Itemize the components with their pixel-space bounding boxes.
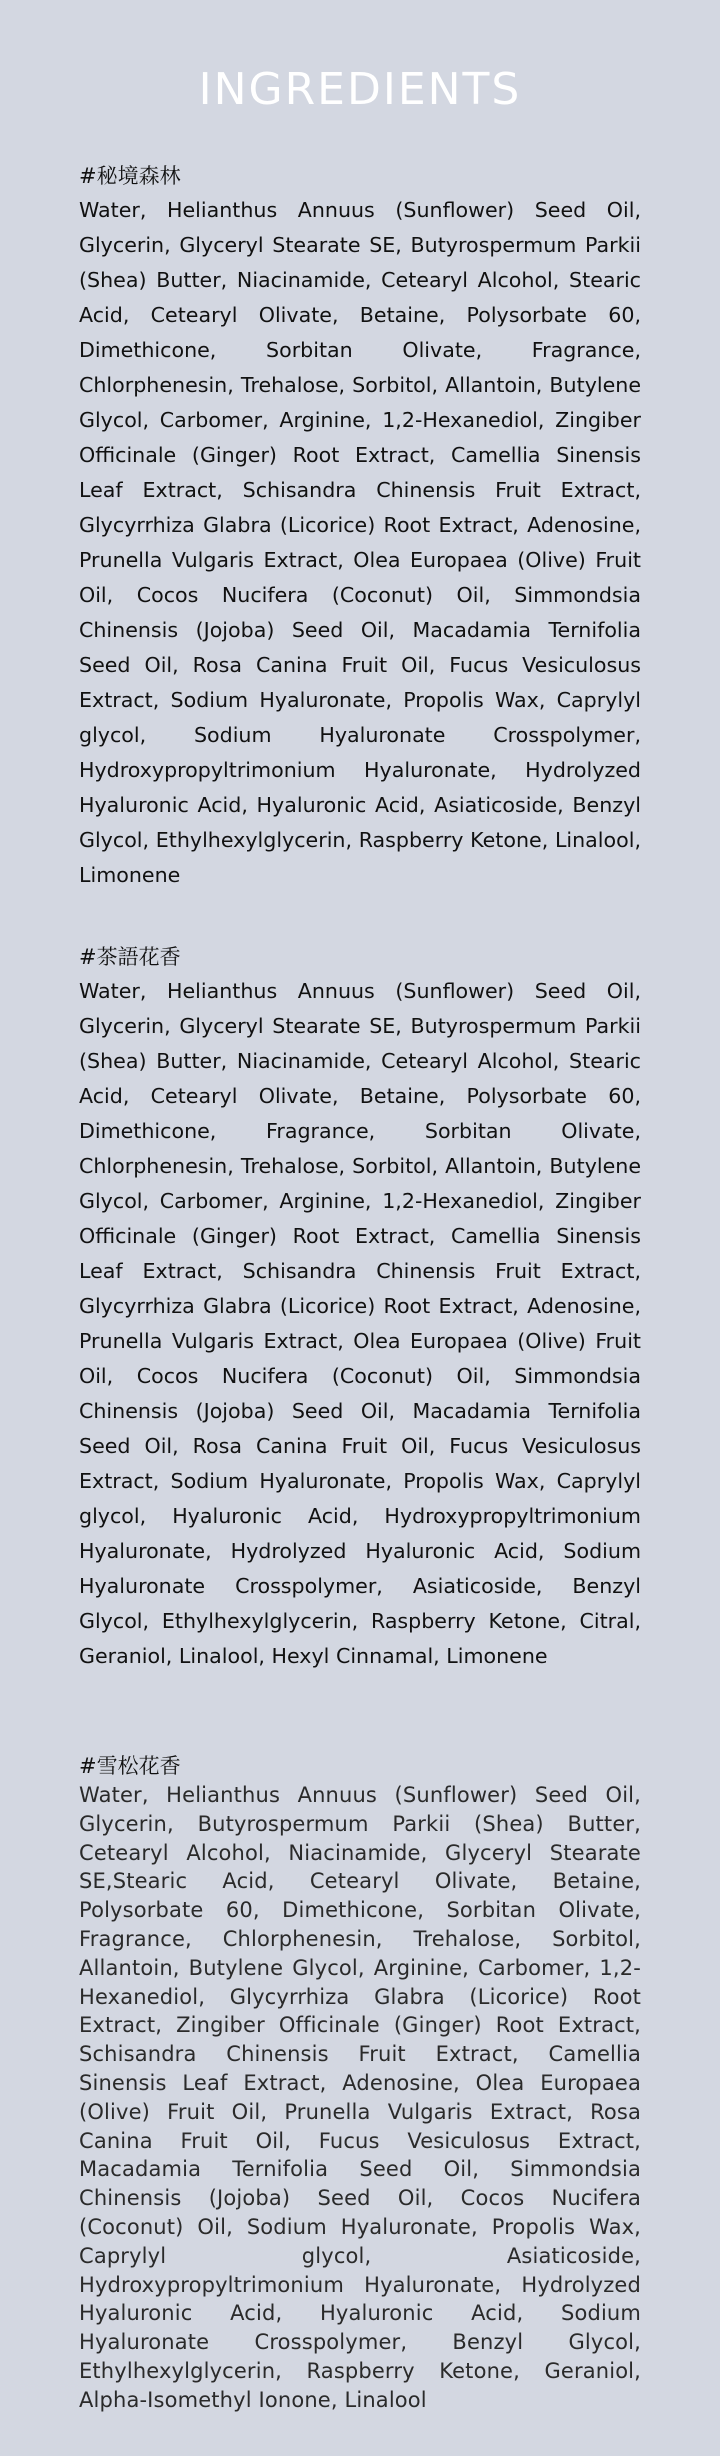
ingredient-list: Water, Helianthus Annuus (Sunflower) Seed Oil, Glycerin, Glyceryl Stearate SE, Butyrospermum Parkii (Shea) Butter, Niacinamide, Cetearyl Alcohol, Stearic Acid, Cetearyl Olivate, Betaine, Polysorbate 60, Dimethicone, Fragrance, Sorbitan Olivate, Chlorphenesin, Trehalose, Sorbitol, Allantoin, Butylene Glycol, Carbomer, Arginine, 1,2-Hexanediol, Zingiber Officinale (Ginger) Root Extract, Camellia Sinensis Leaf Extract, Schisandra Chinensis Fruit Extract, Glycyrrhiza Glabra (Licorice) Root Extract, Adenosine, Prunella Vulgaris Extract, Olea Europaea (Olive) Fruit Oil, Cocos Nucifera (Coconut) Oil, Simmondsia Chinensis (Jojoba) Seed Oil, Macadamia Ternifolia Seed Oil, Rosa Canina Fruit Oil, Fucus Vesiculosus Extract, Sodium Hyaluronate, Propolis Wax, Caprylyl glycol, Hyaluronic Acid, Hydroxypropyltrimonium Hyaluronate, Hydrolyzed Hyaluronic Acid, Sodium Hyaluronate Crosspolymer, Asiaticoside, Benzyl Glycol, Ethylhexylglycerin, Raspberry Ketone, Citral, Geraniol, Linalool, Hexyl Cinnamal, Limonene — [79, 979, 641, 1668]
page-title: INGREDIENTS — [198, 64, 522, 115]
ingredient-section-3 — [79, 1751, 641, 2415]
ingredient-list: Water, Helianthus Annuus (Sunflower) Seed Oil, Glycerin, Butyrospermum Parkii (Shea) Butter, Cetearyl Alcohol, Niacinamide, Glyceryl Stearate SE,Stearic Acid, Cetearyl Olivate, Betaine, Polysorbate 60, Dimethicone, Sorbitan Olivate, Fragrance, Chlorphenesin, Trehalose, Sorbitol, Allantoin, Butylene Glycol, Arginine, Carbomer, 1,2-Hexanediol, Glycyrrhiza Glabra (Licorice) Root Extract, Zingiber Officinale (Ginger) Root Extract, Schisandra Chinensis Fruit Extract, Camellia Sinensis Leaf Extract, Adenosine, Olea Europaea (Olive) Fruit Oil, Prunella Vulgaris Extract, Rosa Canina Fruit Oil, Fucus Vesiculosus Extract, Macadamia Ternifolia Seed Oil, Simmondsia Chinensis (Jojoba) Seed Oil, Cocos Nucifera (Coconut) Oil, Sodium Hyaluronate, Propolis Wax, Caprylyl glycol, Asiaticoside, Hydroxypropyltrimonium Hyaluronate, Hydrolyzed Hyaluronic Acid, Hyaluronic Acid, Sodium Hyaluronate Crosspolymer, Benzyl Glycol, Ethylhexylglycerin, Raspberry Ketone, Geraniol, Alpha-Isomethyl Ionone, Linalool — [79, 1783, 641, 2412]
section-heading: #雪松花香 — [79, 1754, 181, 1778]
section-heading: #秘境森林 — [79, 164, 181, 188]
ingredient-list: Water, Helianthus Annuus (Sunflower) Seed Oil, Glycerin, Glyceryl Stearate SE, Butyrospermum Parkii (Shea) Butter, Niacinamide, Cetearyl Alcohol, Stearic Acid, Cetearyl Olivate, Betaine, Polysorbate 60, Dimethicone, Sorbitan Olivate, Fragrance, Chlorphenesin, Trehalose, Sorbitol, Allantoin, Butylene Glycol, Carbomer, Arginine, 1,2-Hexanediol, Zingiber Officinale (Ginger) Root Extract, Camellia Sinensis Leaf Extract, Schisandra Chinensis Fruit Extract, Glycyrrhiza Glabra (Licorice) Root Extract, Adenosine, Prunella Vulgaris Extract, Olea Europaea (Olive) Fruit Oil, Cocos Nucifera (Coconut) Oil, Simmondsia Chinensis (Jojoba) Seed Oil, Macadamia Ternifolia Seed Oil, Rosa Canina Fruit Oil, Fucus Vesiculosus Extract, Sodium Hyaluronate, Propolis Wax, Caprylyl glycol, Sodium Hyaluronate Crosspolymer, Hydroxypropyltrimonium Hyaluronate, Hydrolyzed Hyaluronic Acid, Hyaluronic Acid, Asiaticoside, Benzyl Glycol, Ethylhexylglycerin, Raspberry Ketone, Linalool, Limonene — [79, 198, 641, 887]
ingredient-section-1 — [79, 159, 641, 893]
section-heading: #茶語花香 — [79, 945, 181, 969]
ingredient-section-2 — [79, 940, 641, 1674]
